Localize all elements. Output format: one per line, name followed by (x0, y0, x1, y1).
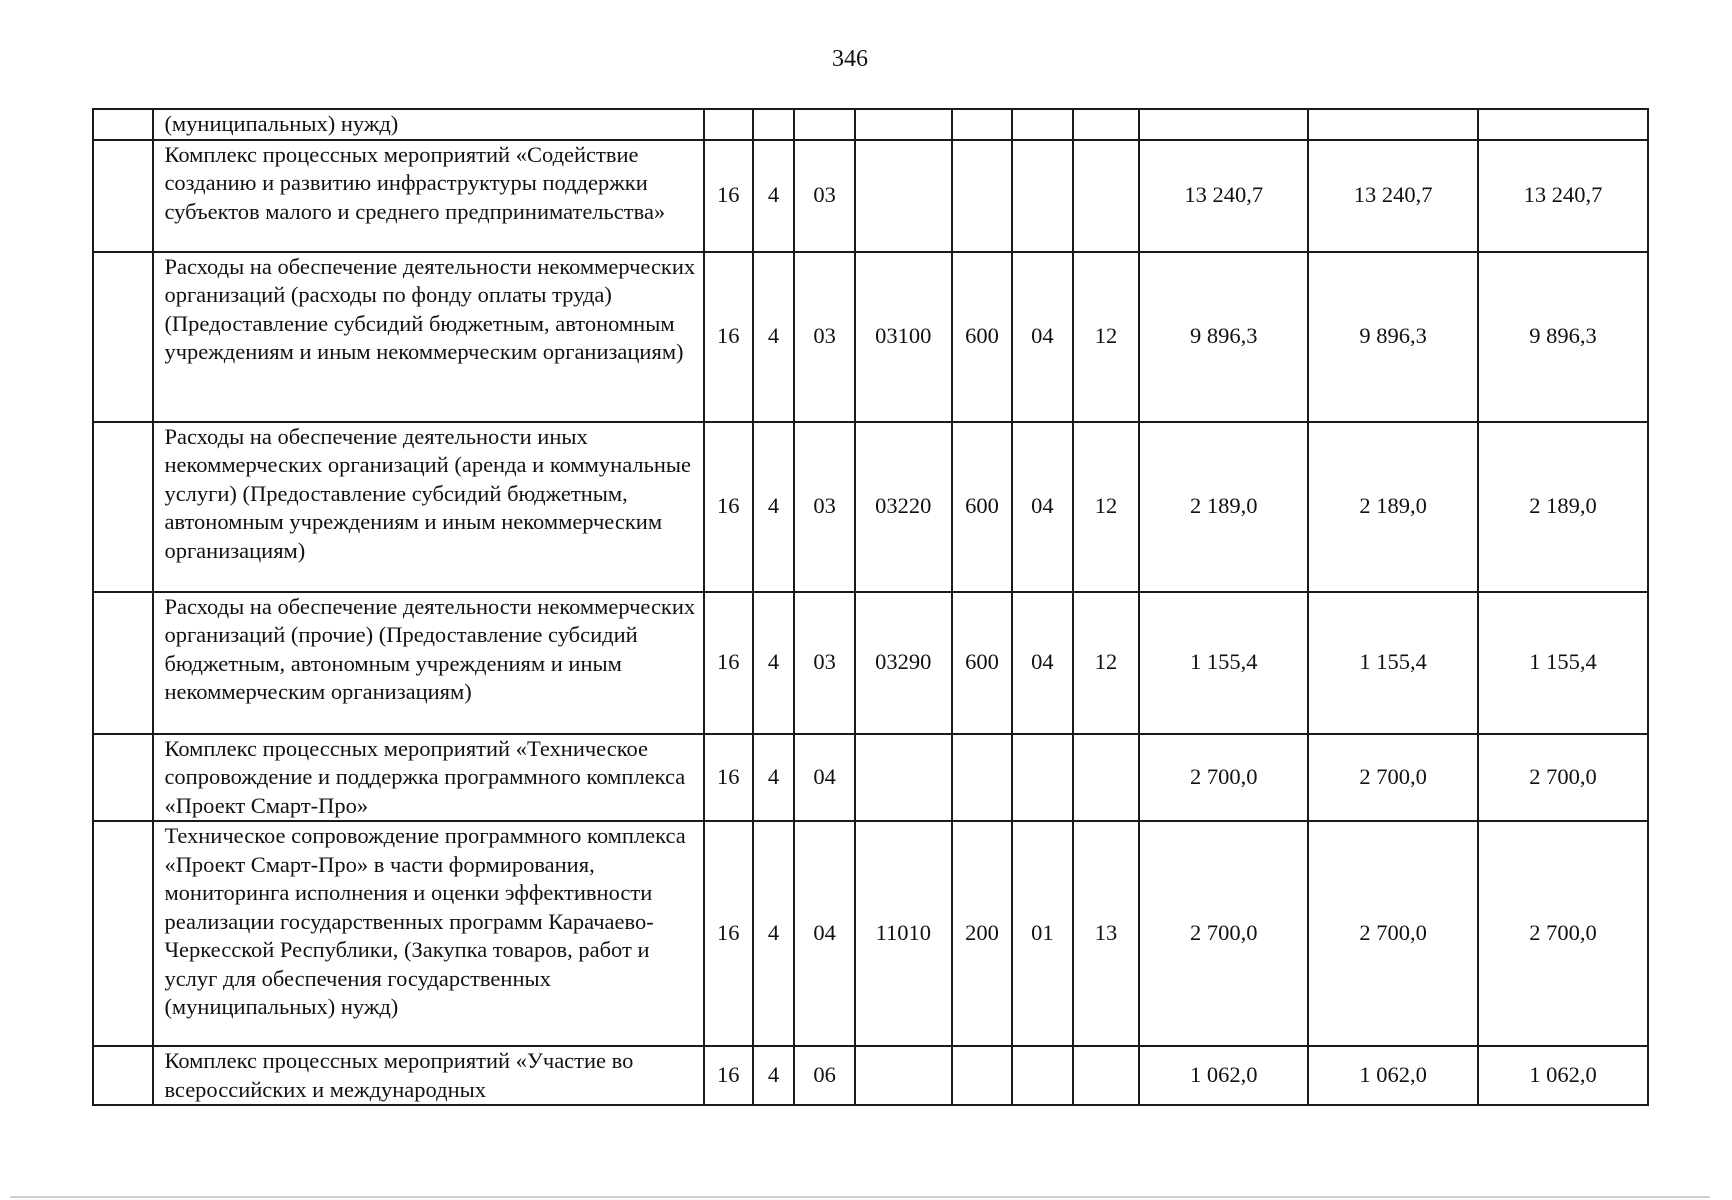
amount-year-3-cell: 1 155,4 (1478, 592, 1648, 734)
table-row (93, 140, 1648, 252)
code-6-cell (1012, 1046, 1072, 1105)
code-4-cell (855, 140, 952, 252)
code-7-cell: 13 (1073, 821, 1140, 1046)
code-5-cell (952, 734, 1012, 822)
row-number-cell (93, 1046, 153, 1105)
row-number-cell (93, 252, 153, 422)
row-name-cell: Комплекс процессных мероприятий «Участие во всероссийских и международных (153, 1046, 703, 1105)
code-4-cell: 03100 (855, 252, 952, 422)
code-3-cell: 03 (794, 592, 854, 734)
code-5-cell (952, 1046, 1012, 1105)
code-6-cell: 04 (1012, 592, 1072, 734)
row-number-cell (93, 422, 153, 592)
amount-year-2-cell: 2 700,0 (1308, 821, 1478, 1046)
code-3-cell: 03 (794, 140, 854, 252)
code-6-cell (1012, 109, 1072, 140)
code-2-cell (753, 109, 795, 140)
code-5-cell (952, 109, 1012, 140)
code-7-cell (1073, 734, 1140, 822)
code-1-cell: 16 (704, 140, 753, 252)
amount-year-2-cell (1308, 109, 1478, 140)
table-row (93, 821, 1648, 1046)
table-row (93, 592, 1648, 734)
table-row (93, 252, 1648, 422)
code-1-cell: 16 (704, 252, 753, 422)
amount-year-1-cell: 2 189,0 (1139, 422, 1308, 592)
amount-year-3-cell: 9 896,3 (1478, 252, 1648, 422)
code-4-cell (855, 1046, 952, 1105)
amount-year-2-cell: 9 896,3 (1308, 252, 1478, 422)
code-1-cell (704, 109, 753, 140)
code-3-cell: 03 (794, 422, 854, 592)
row-name-cell: Расходы на обеспечение деятельности иных некоммерческих организаций (аренда и коммунальные услуги) (Предоставление субсидий бюджетным, автономным учреждениям и иным некоммерческим организациям) (153, 422, 703, 592)
code-4-cell (855, 734, 952, 822)
table-row (93, 422, 1648, 592)
code-5-cell: 200 (952, 821, 1012, 1046)
code-1-cell: 16 (704, 734, 753, 822)
code-1-cell: 16 (704, 821, 753, 1046)
amount-year-3-cell: 1 062,0 (1478, 1046, 1648, 1105)
row-number-cell (93, 592, 153, 734)
row-number-cell (93, 109, 153, 140)
code-4-cell: 03220 (855, 422, 952, 592)
table-row (93, 1046, 1648, 1105)
code-2-cell: 4 (753, 1046, 795, 1105)
amount-year-3-cell: 13 240,7 (1478, 140, 1648, 252)
amount-year-1-cell: 1 062,0 (1139, 1046, 1308, 1105)
code-5-cell: 600 (952, 422, 1012, 592)
row-name-cell: Комплекс процессных мероприятий «Техническое сопровождение и поддержка программного комплекса «Проект Смарт-Про» (153, 734, 703, 822)
code-7-cell (1073, 1046, 1140, 1105)
amount-year-1-cell: 9 896,3 (1139, 252, 1308, 422)
budget-table (92, 108, 1649, 1106)
code-3-cell: 03 (794, 252, 854, 422)
code-6-cell: 01 (1012, 821, 1072, 1046)
code-3-cell: 06 (794, 1046, 854, 1105)
row-name-cell: Комплекс процессных мероприятий «Содействие созданию и развитию инфраструктуры поддержки субъектов малого и среднего предпринимательства» (153, 140, 703, 252)
amount-year-1-cell: 2 700,0 (1139, 821, 1308, 1046)
code-5-cell (952, 140, 1012, 252)
amount-year-3-cell: 2 189,0 (1478, 422, 1648, 592)
code-6-cell (1012, 734, 1072, 822)
code-1-cell: 16 (704, 422, 753, 592)
code-7-cell: 12 (1073, 422, 1140, 592)
code-2-cell: 4 (753, 734, 795, 822)
code-1-cell: 16 (704, 1046, 753, 1105)
amount-year-3-cell: 2 700,0 (1478, 734, 1648, 822)
row-number-cell (93, 734, 153, 822)
code-7-cell (1073, 140, 1140, 252)
code-6-cell: 04 (1012, 252, 1072, 422)
code-2-cell: 4 (753, 252, 795, 422)
code-3-cell (794, 109, 854, 140)
code-2-cell: 4 (753, 821, 795, 1046)
code-3-cell: 04 (794, 821, 854, 1046)
amount-year-3-cell: 2 700,0 (1478, 821, 1648, 1046)
code-7-cell (1073, 109, 1140, 140)
code-7-cell: 12 (1073, 592, 1140, 734)
amount-year-1-cell (1139, 109, 1308, 140)
code-4-cell (855, 109, 952, 140)
code-3-cell: 04 (794, 734, 854, 822)
code-4-cell: 03290 (855, 592, 952, 734)
code-6-cell (1012, 140, 1072, 252)
code-5-cell: 600 (952, 592, 1012, 734)
code-6-cell: 04 (1012, 422, 1072, 592)
code-1-cell: 16 (704, 592, 753, 734)
amount-year-1-cell: 1 155,4 (1139, 592, 1308, 734)
code-7-cell: 12 (1073, 252, 1140, 422)
amount-year-2-cell: 1 062,0 (1308, 1046, 1478, 1105)
table-row (93, 109, 1648, 140)
code-4-cell: 11010 (855, 821, 952, 1046)
amount-year-2-cell: 2 700,0 (1308, 734, 1478, 822)
table-body (93, 109, 1648, 1105)
code-2-cell: 4 (753, 422, 795, 592)
row-number-cell (93, 821, 153, 1046)
amount-year-1-cell: 2 700,0 (1139, 734, 1308, 822)
row-name-cell: Расходы на обеспечение деятельности некоммерческих организаций (расходы по фонду оплаты труда) (Предоставление субсидий бюджетным, автономным учреждениям и иным некоммерческим организациям) (153, 252, 703, 422)
row-name-cell: Расходы на обеспечение деятельности некоммерческих организаций (прочие) (Предоставление субсидий бюджетным, автономным учреждениям и иным некоммерческим организациям) (153, 592, 703, 734)
row-name-cell: Техническое сопровождение программного комплекса «Проект Смарт-Про» в части формирования, мониторинга исполнения и оценки эффективности реализации государственных программ Карачаево-Черкесской Республики, (Закупка товаров, работ и услуг для обеспечения государственных (муниципальных) нужд) (153, 821, 703, 1046)
code-2-cell: 4 (753, 140, 795, 252)
row-name-cell: (муниципальных) нужд) (153, 109, 703, 140)
amount-year-2-cell: 13 240,7 (1308, 140, 1478, 252)
amount-year-3-cell (1478, 109, 1648, 140)
code-2-cell: 4 (753, 592, 795, 734)
row-number-cell (93, 140, 153, 252)
scan-edge-line (10, 1196, 1710, 1198)
amount-year-2-cell: 1 155,4 (1308, 592, 1478, 734)
table-row (93, 734, 1648, 822)
amount-year-2-cell: 2 189,0 (1308, 422, 1478, 592)
page-number: 346 (832, 46, 868, 72)
code-5-cell: 600 (952, 252, 1012, 422)
amount-year-1-cell: 13 240,7 (1139, 140, 1308, 252)
